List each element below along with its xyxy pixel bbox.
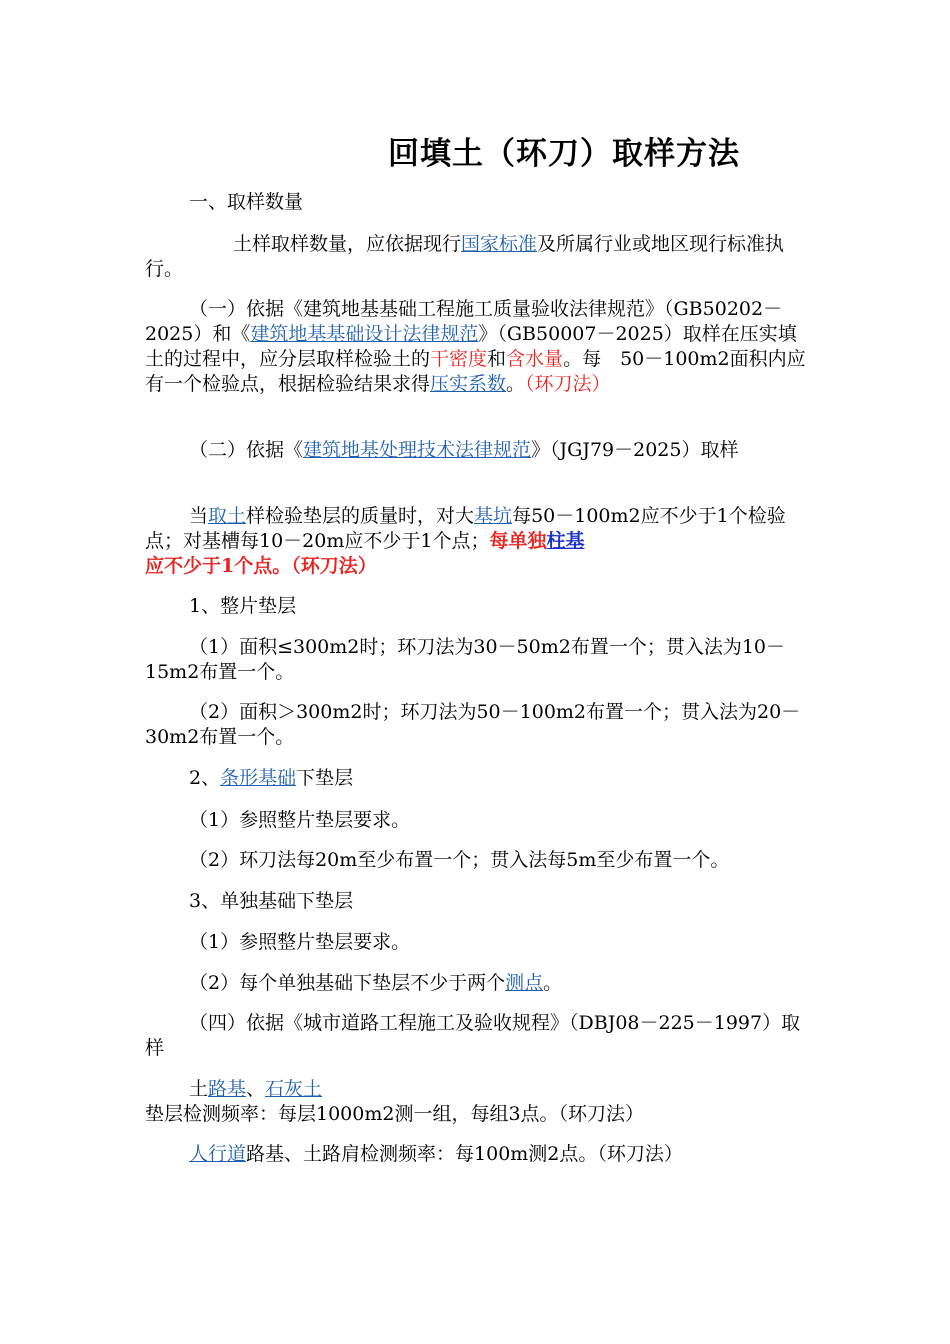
paragraph-cushion-inspection: 当取土样检验垫层的质量时，对大基坑每50－100m2应不少于1个检验点；对基槽每10－20m应不少于1个点；每单独柱基应不少于1个点。（环刀法）: [145, 505, 786, 577]
paragraph-strip-spacing: （2）环刀法每20m至少布置一个；贯入法每5m至少布置一个。: [189, 849, 730, 871]
subheading-whole-cushion: 1、整片垫层: [189, 595, 297, 617]
link-foundation-pit[interactable]: 基坑: [474, 505, 513, 527]
link-sidewalk[interactable]: 人行道: [189, 1143, 247, 1165]
subheading-strip-foundation: 2、条形基础下垫层: [189, 767, 354, 789]
paragraph-strip-ref: （1）参照整片垫层要求。: [189, 809, 411, 831]
link-subgrade[interactable]: 路基: [208, 1078, 247, 1100]
paragraph-area-small: （1）面积≤300m2时；环刀法为30－50m2布置一个；贯入法为10－15m2布置一个。: [145, 636, 786, 683]
page-title: 回填土（环刀）取样方法: [388, 136, 740, 172]
section-heading-1: 一、取样数量: [189, 191, 304, 213]
bold-note-min-points: 应不少于1个点。（环刀法）: [145, 555, 377, 577]
link-measuring-point[interactable]: 测点: [505, 972, 544, 994]
link-strip-foundation[interactable]: 条形基础: [220, 767, 297, 789]
paragraph-single-points: （2）每个单独基础下垫层不少于两个测点。: [189, 972, 563, 994]
paragraph-dbj08: （四）依据《城市道路工程施工及验收规程》（DBJ08－225－1997）取样: [145, 1012, 801, 1059]
paragraph-sample-quantity: 土样取样数量，应依据现行国家标准及所属行业或地区现行标准执行。: [145, 233, 785, 280]
paragraph-jgj79: （二）依据《建筑地基处理技术法律规范》（JGJ79－2025）取样: [189, 439, 739, 461]
bold-note-single-column: 每单独: [489, 530, 547, 552]
link-column-foundation[interactable]: 柱基: [546, 530, 585, 552]
paragraph-area-large: （2）面积＞300m2时；环刀法为50－100m2布置一个；贯入法为20－30m2布置一个。: [145, 701, 801, 748]
link-lime-soil[interactable]: 石灰土: [265, 1078, 323, 1100]
term-water-content: 含水量: [506, 348, 564, 370]
note-ring-knife-method: （环刀法）: [525, 373, 611, 395]
link-ground-treatment-code[interactable]: 建筑地基处理技术法律规范: [303, 439, 532, 461]
paragraph-road-frequency: 土路基、石灰土垫层检测频率：每层1000m2测一组，每组3点。（环刀法）: [145, 1078, 645, 1125]
link-soil-sampling[interactable]: 取土: [208, 505, 247, 527]
paragraph-single-ref: （1）参照整片垫层要求。: [189, 931, 411, 953]
paragraph-sidewalk-frequency: 人行道路基、土路肩检测频率：每100m测2点。（环刀法）: [189, 1143, 683, 1165]
paragraph-gb50202: （一）依据《建筑地基基础工程施工质量验收法律规范》（GB50202－2025）和《建筑地基基础设计法律规范》（GB50007－2025）取样在压实填土的过程中，应分层取样检验土的干密度和含水量。每 50－100m2面积内应有一个检验点，根据检验结果求得压实系数。（环刀法）: [145, 298, 806, 395]
term-dry-density: 干密度: [430, 348, 488, 370]
link-compaction-coefficient[interactable]: 压实系数: [430, 373, 507, 395]
link-foundation-design-code[interactable]: 建筑地基基础设计法律规范: [250, 323, 479, 345]
subheading-single-foundation: 3、单独基础下垫层: [189, 890, 354, 912]
link-national-standard[interactable]: 国家标准: [461, 233, 538, 255]
